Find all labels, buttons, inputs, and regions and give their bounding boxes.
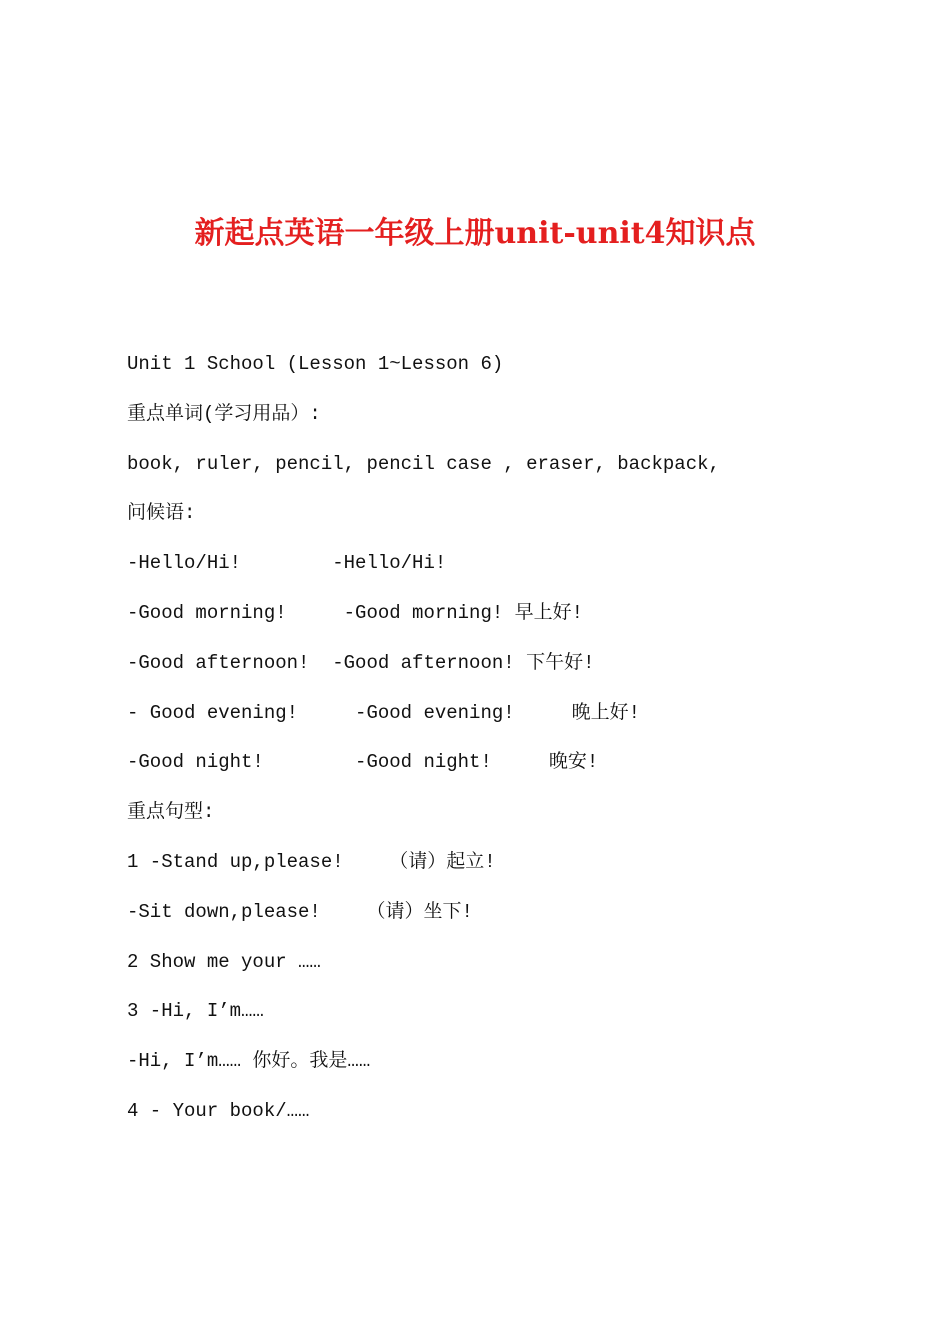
sentence-line: 3 -Hi, I’m…… xyxy=(127,1000,264,1023)
greeting-line: -Good morning! -Good morning! 早上好! xyxy=(127,601,584,624)
greetings-heading: 问候语: xyxy=(127,502,196,525)
greeting-line: -Hello/Hi! -Hello/Hi! xyxy=(127,552,447,575)
sentence-line: -Sit down,please! （请）坐下! xyxy=(127,900,473,923)
sentence-line: 1 -Stand up,please! （请）起立! xyxy=(127,850,496,873)
document-title: 新起点英语一年级上册unit-unit4知识点 xyxy=(194,216,756,251)
sentence-line: 2 Show me your …… xyxy=(127,950,321,973)
sentence-line: 4 - Your book/…… xyxy=(127,1099,310,1122)
sentence-line: -Hi, I’m…… 你好。我是…… xyxy=(127,1050,371,1073)
greeting-line: -Good night! -Good night! 晚安! xyxy=(127,751,599,774)
greeting-line: -Good afternoon! -Good afternoon! 下午好! xyxy=(127,651,595,674)
key-words-heading: 重点单词(学习用品）: xyxy=(127,402,321,425)
document-body xyxy=(127,346,907,1143)
unit-heading: Unit 1 School (Lesson 1~Lesson 6) xyxy=(127,353,504,375)
key-words-list: book, ruler, pencil, pencil case , eraser, backpack, xyxy=(127,452,720,475)
key-sentences-heading: 重点句型: xyxy=(127,801,215,824)
greeting-line: - Good evening! -Good evening! 晚上好! xyxy=(127,701,641,724)
